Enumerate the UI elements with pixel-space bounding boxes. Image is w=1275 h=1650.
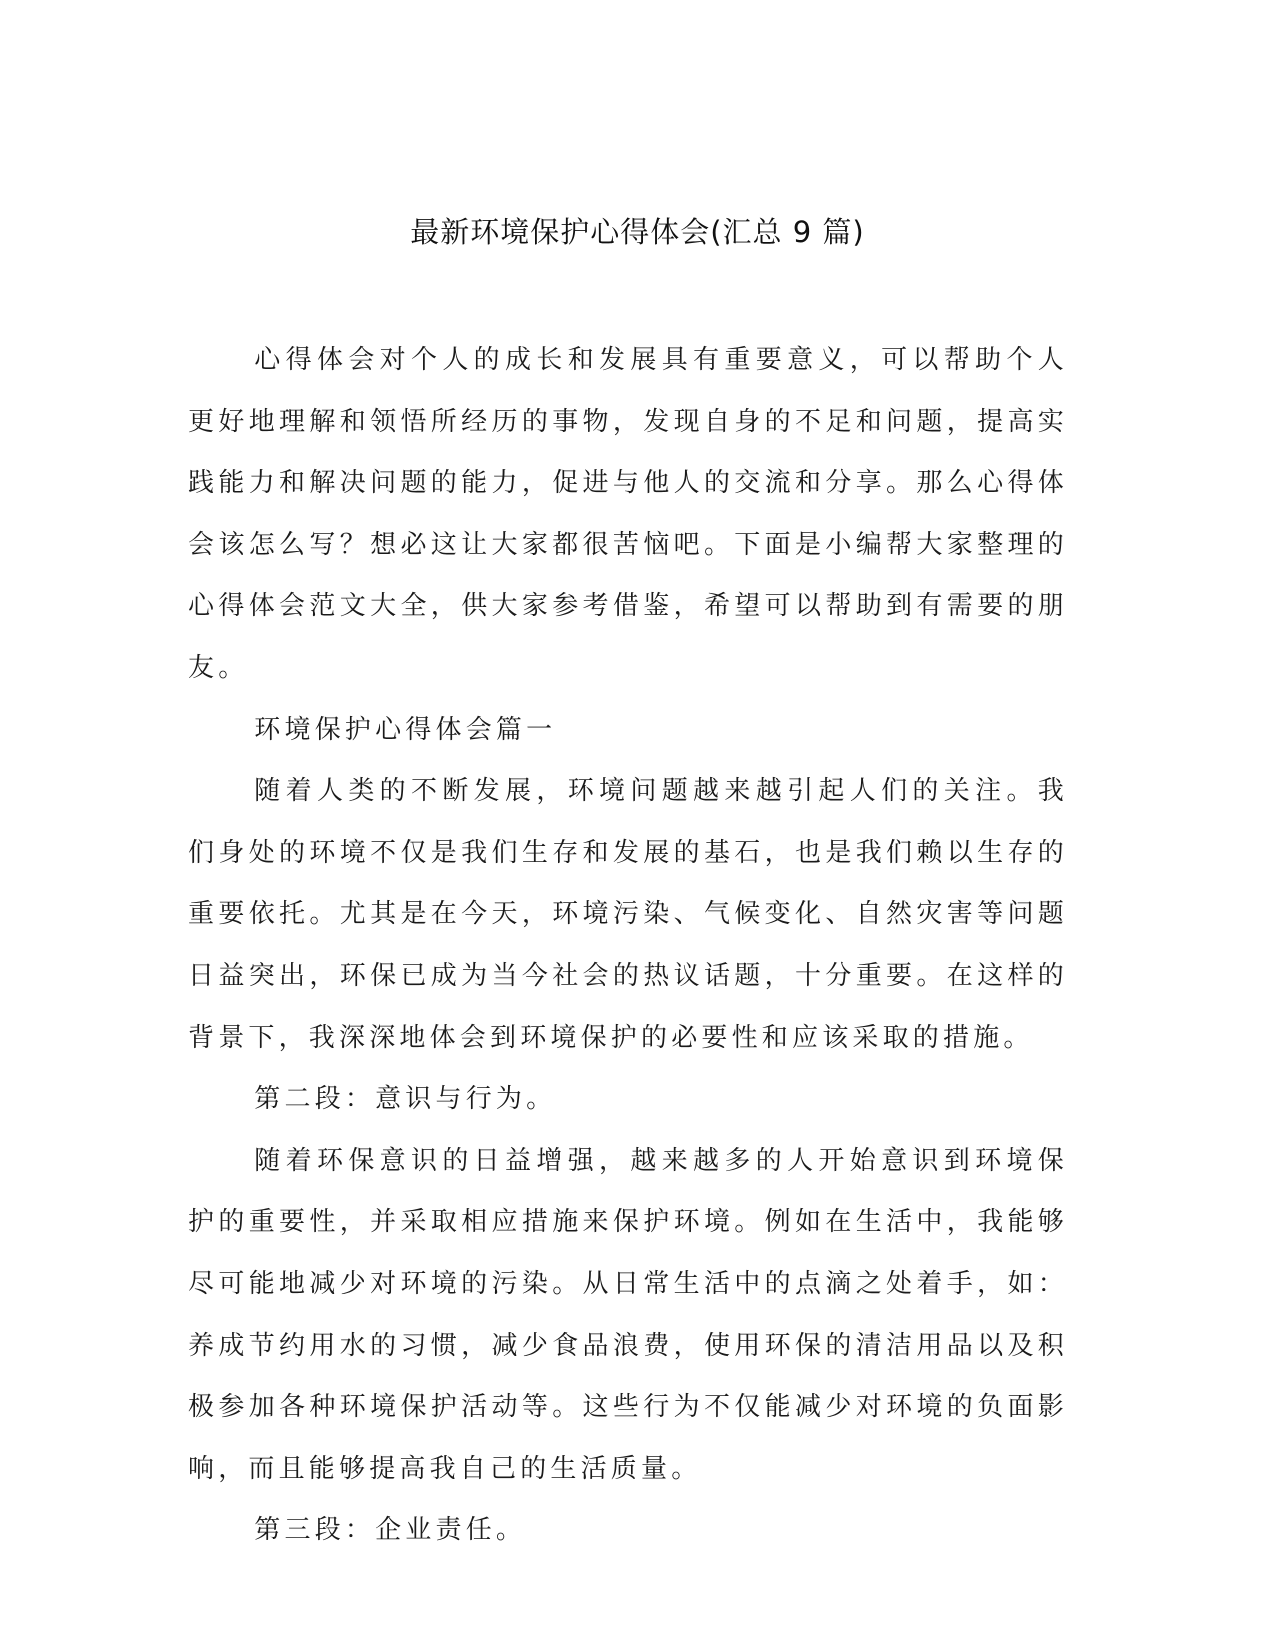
document-title: 最新环境保护心得体会(汇总 9 篇) (410, 215, 865, 249)
document-body (188, 330, 1068, 1562)
section-heading-third: 第三段：企业责任。 (254, 1515, 527, 1546)
body-paragraph: 随着环保意识的日益增强，越来越多的人开始意识到环境保护的重要性，并采取相应措施来保护环境。例如在生活中，我能够尽可能地减少对环境的污染。从日常生活中的点滴之处着手，如：养成节约用水的习惯，减少食品浪费，使用环保的清洁用品以及积极参加各种环境保护活动等。这些行为不仅能减少对环境的负面影响，而且能够提高我自己的生活质量。 (188, 1145, 1068, 1484)
intro-paragraph: 心得体会对个人的成长和发展具有重要意义，可以帮助个人更好地理解和领悟所经历的事物，发现自身的不足和问题，提高实践能力和解决问题的能力，促进与他人的交流和分享。那么心得体会该怎么写？想必这让大家都很苦恼吧。下面是小编帮大家整理的心得体会范文大全，供大家参考借鉴，希望可以帮助到有需要的朋友。 (188, 345, 1068, 683)
body-paragraph: 随着人类的不断发展，环境问题越来越引起人们的关注。我们身处的环境不仅是我们生存和发展的基石，也是我们赖以生存的重要依托。尤其是在今天，环境污染、气候变化、自然灾害等问题日益突出，环保已成为当今社会的热议话题，十分重要。在这样的背景下，我深深地体会到环境保护的必要性和应该采取的措施。 (188, 776, 1068, 1053)
section-heading-part-one: 环境保护心得体会篇一 (254, 714, 557, 745)
section-heading-second: 第二段：意识与行为。 (254, 1084, 557, 1115)
